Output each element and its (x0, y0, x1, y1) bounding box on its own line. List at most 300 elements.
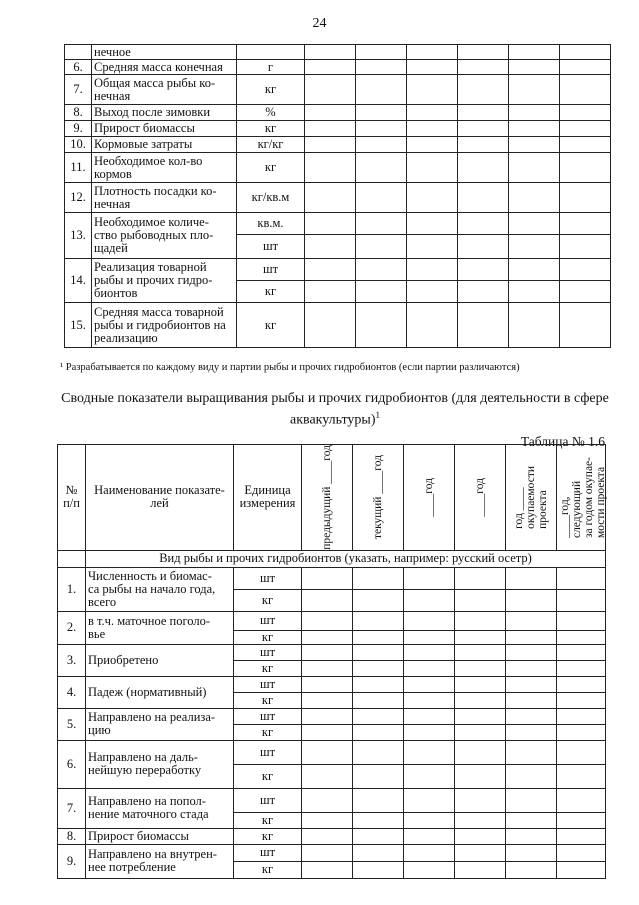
value-cell (458, 153, 509, 183)
value-cell (560, 153, 611, 183)
row-number: 14. (70, 273, 86, 287)
value-cell (458, 60, 509, 75)
value-cell (302, 630, 353, 644)
unit-label: шт (259, 792, 276, 807)
unit-label: шт (259, 676, 276, 691)
row-number: 4. (66, 684, 77, 699)
unit-cell (234, 844, 302, 861)
value-cell (506, 676, 557, 692)
value-cell (509, 121, 560, 137)
value-cell (506, 764, 557, 788)
value-cell (302, 676, 353, 692)
unit-cell (234, 644, 302, 660)
table-row (58, 788, 606, 812)
value-cell (557, 660, 606, 676)
value-cell (302, 828, 353, 844)
unit-label: кг (264, 317, 277, 332)
unit-cell (234, 692, 302, 708)
value-cell (404, 692, 455, 708)
value-cell (353, 676, 404, 692)
indicator-name-cell (92, 153, 237, 183)
value-cell (557, 589, 606, 611)
unit-label: кг (264, 82, 277, 96)
row-number: 1. (66, 581, 77, 596)
unit-label: кг (264, 284, 277, 298)
table-row (58, 844, 606, 861)
table-row (58, 567, 606, 589)
header-year-4 (455, 445, 506, 551)
indicator-name: Численность и биомас- са рыбы на начало года, всего (88, 568, 216, 609)
indicator-name: в т.ч. маточное поголо- вье (88, 613, 211, 641)
table-row (65, 45, 611, 60)
value-cell (302, 844, 353, 861)
indicator-name: Падеж (нормативный) (88, 684, 207, 699)
indicator-name-cell (86, 611, 234, 644)
row-number-cell (65, 121, 92, 137)
value-cell (305, 213, 356, 235)
value-cell (455, 812, 506, 828)
value-cell (509, 281, 560, 303)
table-row (65, 183, 611, 213)
row-number: 6. (73, 59, 83, 74)
header-year-6 (557, 445, 606, 551)
value-cell (302, 567, 353, 589)
summary-indicators-table (57, 444, 606, 879)
value-cell (557, 740, 606, 764)
value-cell (353, 589, 404, 611)
unit-label: % (265, 105, 276, 119)
indicator-name: Направлено на реализа- цию (88, 710, 216, 738)
value-cell (353, 567, 404, 589)
value-cell (458, 45, 509, 60)
value-cell (557, 812, 606, 828)
row-number-cell (65, 60, 92, 75)
value-cell (557, 724, 606, 740)
header-year-label: ____год (423, 478, 435, 517)
value-cell (455, 692, 506, 708)
value-cell (560, 213, 611, 235)
value-cell (509, 183, 560, 213)
table-row (65, 303, 611, 348)
row-number: 6. (66, 756, 77, 771)
value-cell (458, 137, 509, 153)
section-title-line1: Сводные показатели выращивания рыбы и прочих гидробионтов (для деятельности в сфере (61, 391, 609, 406)
value-cell (353, 828, 404, 844)
indicator-name-cell (86, 828, 234, 844)
value-cell (407, 75, 458, 105)
value-cell (407, 137, 458, 153)
value-cell (509, 235, 560, 259)
value-cell (353, 630, 404, 644)
header-year-1 (302, 445, 353, 551)
indicator-name: Прирост биомассы (94, 121, 195, 135)
value-cell (302, 589, 353, 611)
unit-cell (234, 611, 302, 630)
value-cell (455, 567, 506, 589)
value-cell (305, 45, 356, 60)
value-cell (302, 692, 353, 708)
section-title-footnote-mark: 1 (375, 410, 380, 420)
indicator-name-cell (92, 303, 237, 348)
value-cell (506, 861, 557, 878)
indicator-name-cell (86, 788, 234, 828)
header-number-label: № п/п (63, 483, 80, 511)
value-cell (305, 75, 356, 105)
unit-label: г (267, 59, 274, 74)
value-cell (458, 259, 509, 281)
row-number-cell (58, 788, 86, 828)
unit-label: шт (259, 570, 276, 585)
unit-label: кв.м. (257, 216, 284, 230)
unit-label: кг (261, 692, 274, 707)
value-cell (353, 740, 404, 764)
indicator-name: Средняя масса товарной рыбы и гидробионтов на реализацию (94, 304, 226, 345)
value-cell (305, 281, 356, 303)
value-cell (407, 235, 458, 259)
indicator-name: Плотность посадки ко- нечная (94, 183, 217, 211)
indicator-name-cell (86, 708, 234, 740)
value-cell (509, 137, 560, 153)
value-cell (557, 844, 606, 861)
value-cell (560, 303, 611, 348)
unit-cell (234, 676, 302, 692)
row-number-cell (58, 611, 86, 644)
value-cell (455, 844, 506, 861)
unit-cell (234, 724, 302, 740)
value-cell (302, 812, 353, 828)
value-cell (560, 45, 611, 60)
unit-label: шт (262, 239, 279, 253)
unit-cell (234, 589, 302, 611)
value-cell (302, 788, 353, 812)
value-cell (455, 676, 506, 692)
value-cell (458, 281, 509, 303)
value-cell (455, 740, 506, 764)
value-cell (356, 183, 407, 213)
header-indicator-name (86, 445, 234, 551)
row-number: 8. (66, 828, 77, 843)
unit-cell (237, 121, 305, 137)
value-cell (506, 724, 557, 740)
value-cell (404, 828, 455, 844)
value-cell (305, 105, 356, 121)
value-cell (353, 724, 404, 740)
value-cell (407, 213, 458, 235)
footnote: ¹ Разрабатывается по каждому виду и партии рыбы и прочих гидробионтов (если партии различаются) (60, 362, 520, 373)
value-cell (353, 692, 404, 708)
group-row-label: Вид рыбы и прочих гидробионтов (указать, например: русский осетр) (159, 551, 532, 566)
indicator-name: Средняя масса конечная (94, 59, 223, 74)
row-number: 13. (70, 228, 86, 242)
value-cell (404, 724, 455, 740)
table-row (65, 153, 611, 183)
unit-label: кг/кг (257, 137, 284, 151)
value-cell (404, 740, 455, 764)
indicator-name: Выход после зимовки (94, 105, 211, 119)
value-cell (560, 121, 611, 137)
value-cell (302, 861, 353, 878)
unit-label: кг (261, 660, 274, 675)
header-indicator-label: Наименование показате- лей (94, 483, 225, 511)
row-number-cell (65, 45, 92, 60)
value-cell (353, 611, 404, 630)
value-cell (458, 303, 509, 348)
value-cell (557, 644, 606, 660)
value-cell (506, 589, 557, 611)
value-cell (404, 660, 455, 676)
unit-label: шт (259, 708, 276, 723)
indicator-name: Направлено на даль- нейшую переработку (88, 750, 202, 778)
table-row (65, 60, 611, 75)
value-cell (356, 60, 407, 75)
value-cell (509, 303, 560, 348)
header-year-3 (404, 445, 455, 551)
table-row (58, 740, 606, 764)
value-cell (305, 303, 356, 348)
unit-label: кг (261, 828, 274, 843)
value-cell (407, 45, 458, 60)
unit-cell (234, 788, 302, 812)
unit-cell (234, 740, 302, 764)
table-row (58, 676, 606, 692)
row-number: 12. (70, 190, 86, 204)
value-cell (458, 121, 509, 137)
unit-cell (237, 137, 305, 153)
value-cell (557, 764, 606, 788)
value-cell (458, 105, 509, 121)
value-cell (455, 660, 506, 676)
value-cell (356, 153, 407, 183)
value-cell (506, 708, 557, 724)
value-cell (509, 213, 560, 235)
indicator-name: Направлено на внутрен- нее потребление (88, 847, 217, 875)
unit-label: кг (261, 592, 274, 607)
value-cell (302, 644, 353, 660)
value-cell (407, 259, 458, 281)
indicator-name-cell (86, 644, 234, 676)
value-cell (455, 828, 506, 844)
value-cell (506, 812, 557, 828)
header-year-5 (506, 445, 557, 551)
group-row-spacer (58, 550, 86, 567)
unit-cell (234, 861, 302, 878)
value-cell (455, 644, 506, 660)
indicator-name: Прирост биомассы (88, 828, 189, 843)
row-number-cell (58, 708, 86, 740)
value-cell (353, 844, 404, 861)
value-cell (506, 611, 557, 630)
row-number-cell (58, 844, 86, 878)
group-row-cell (86, 550, 606, 567)
value-cell (404, 676, 455, 692)
table-row (58, 828, 606, 844)
value-cell (305, 60, 356, 75)
table-row (65, 137, 611, 153)
value-cell (305, 137, 356, 153)
value-cell (404, 644, 455, 660)
row-number-cell (58, 567, 86, 611)
value-cell (404, 844, 455, 861)
value-cell (356, 105, 407, 121)
unit-label: шт (259, 613, 276, 628)
value-cell (305, 235, 356, 259)
value-cell (356, 303, 407, 348)
unit-cell (237, 153, 305, 183)
value-cell (557, 788, 606, 812)
unit-cell (234, 708, 302, 724)
value-cell (356, 259, 407, 281)
unit-cell (234, 660, 302, 676)
value-cell (557, 828, 606, 844)
value-cell (404, 788, 455, 812)
header-year-label: предыдущий ____год (321, 445, 333, 550)
indicator-name-cell (92, 137, 237, 153)
value-cell (407, 153, 458, 183)
value-cell (302, 764, 353, 788)
row-number: 11. (70, 160, 86, 174)
indicator-name: Направлено на попол- нение маточного стада (88, 794, 209, 822)
value-cell (302, 724, 353, 740)
value-cell (353, 764, 404, 788)
value-cell (506, 828, 557, 844)
value-cell (404, 611, 455, 630)
table-row (65, 213, 611, 235)
value-cell (509, 153, 560, 183)
indicator-name-cell (92, 45, 237, 60)
unit-label: шт (262, 262, 279, 276)
indicator-name-cell (92, 213, 237, 259)
indicator-name-cell (92, 121, 237, 137)
value-cell (506, 630, 557, 644)
indicator-name-cell (92, 183, 237, 213)
unit-cell (237, 60, 305, 75)
unit-label: кг (261, 724, 274, 739)
value-cell (560, 75, 611, 105)
unit-cell (237, 213, 305, 235)
unit-cell (234, 567, 302, 589)
indicator-name-cell (92, 75, 237, 105)
value-cell (509, 259, 560, 281)
row-number-cell (58, 740, 86, 788)
table-row (65, 259, 611, 281)
value-cell (557, 708, 606, 724)
indicator-name-cell (92, 105, 237, 121)
value-cell (356, 45, 407, 60)
value-cell (302, 708, 353, 724)
row-number: 2. (66, 620, 77, 635)
value-cell (560, 183, 611, 213)
value-cell (557, 861, 606, 878)
header-unit-label: Единица измерения (239, 483, 296, 511)
value-cell (506, 644, 557, 660)
value-cell (356, 137, 407, 153)
value-cell (407, 183, 458, 213)
unit-cell (234, 630, 302, 644)
value-cell (404, 861, 455, 878)
value-cell (302, 660, 353, 676)
value-cell (353, 861, 404, 878)
group-row (58, 550, 606, 567)
value-cell (353, 812, 404, 828)
indicator-name: Приобретено (88, 652, 159, 667)
header-year-label: ____год, следующий за годом окупае- мости проекта (559, 456, 607, 538)
header-year-label: ____год (474, 478, 486, 517)
value-cell (560, 259, 611, 281)
value-cell (557, 611, 606, 630)
header-year-2 (353, 445, 404, 551)
value-cell (302, 740, 353, 764)
value-cell (356, 235, 407, 259)
indicator-name: Кормовые затраты (94, 137, 193, 151)
row-number: 3. (66, 652, 77, 667)
value-cell (404, 630, 455, 644)
table-row (65, 105, 611, 121)
production-table-continued (64, 44, 611, 348)
indicator-name: Реализация товарной рыбы и прочих гидро- бионтов (94, 260, 213, 300)
row-number: 9. (73, 121, 83, 135)
value-cell (404, 708, 455, 724)
value-cell (305, 121, 356, 137)
row-number: 8. (73, 105, 83, 119)
indicator-name-cell (86, 567, 234, 611)
row-number: 7. (66, 800, 77, 815)
unit-cell (234, 828, 302, 844)
value-cell (305, 153, 356, 183)
value-cell (356, 213, 407, 235)
table-row (58, 644, 606, 660)
table-row (58, 611, 606, 630)
unit-cell (237, 281, 305, 303)
value-cell (237, 45, 305, 60)
table-row (65, 121, 611, 137)
indicator-name: Необходимое кол-во кормов (94, 153, 203, 181)
value-cell (458, 183, 509, 213)
value-cell (404, 589, 455, 611)
value-cell (560, 137, 611, 153)
row-number-cell (58, 676, 86, 708)
value-cell (407, 281, 458, 303)
value-cell (455, 724, 506, 740)
row-number: 15. (70, 317, 86, 332)
unit-cell (237, 75, 305, 105)
value-cell (506, 788, 557, 812)
value-cell (509, 45, 560, 60)
value-cell (353, 644, 404, 660)
value-cell (506, 740, 557, 764)
row-number-cell (65, 105, 92, 121)
unit-cell (237, 235, 305, 259)
value-cell (455, 708, 506, 724)
value-cell (302, 611, 353, 630)
row-number-cell (58, 828, 86, 844)
unit-cell (237, 303, 305, 348)
unit-label: кг (261, 862, 274, 877)
value-cell (557, 630, 606, 644)
value-cell (509, 75, 560, 105)
unit-label: кг/кв.м (251, 190, 290, 204)
value-cell (404, 764, 455, 788)
value-cell (404, 812, 455, 828)
row-number: 9. (66, 853, 77, 868)
value-cell (506, 692, 557, 708)
indicator-name-cell (92, 60, 237, 75)
row-number-cell (65, 303, 92, 348)
value-cell (353, 788, 404, 812)
indicator-name-cell (86, 844, 234, 878)
unit-label: кг (264, 121, 277, 135)
page-number: 24 (312, 16, 327, 31)
unit-label: кг (264, 160, 277, 174)
